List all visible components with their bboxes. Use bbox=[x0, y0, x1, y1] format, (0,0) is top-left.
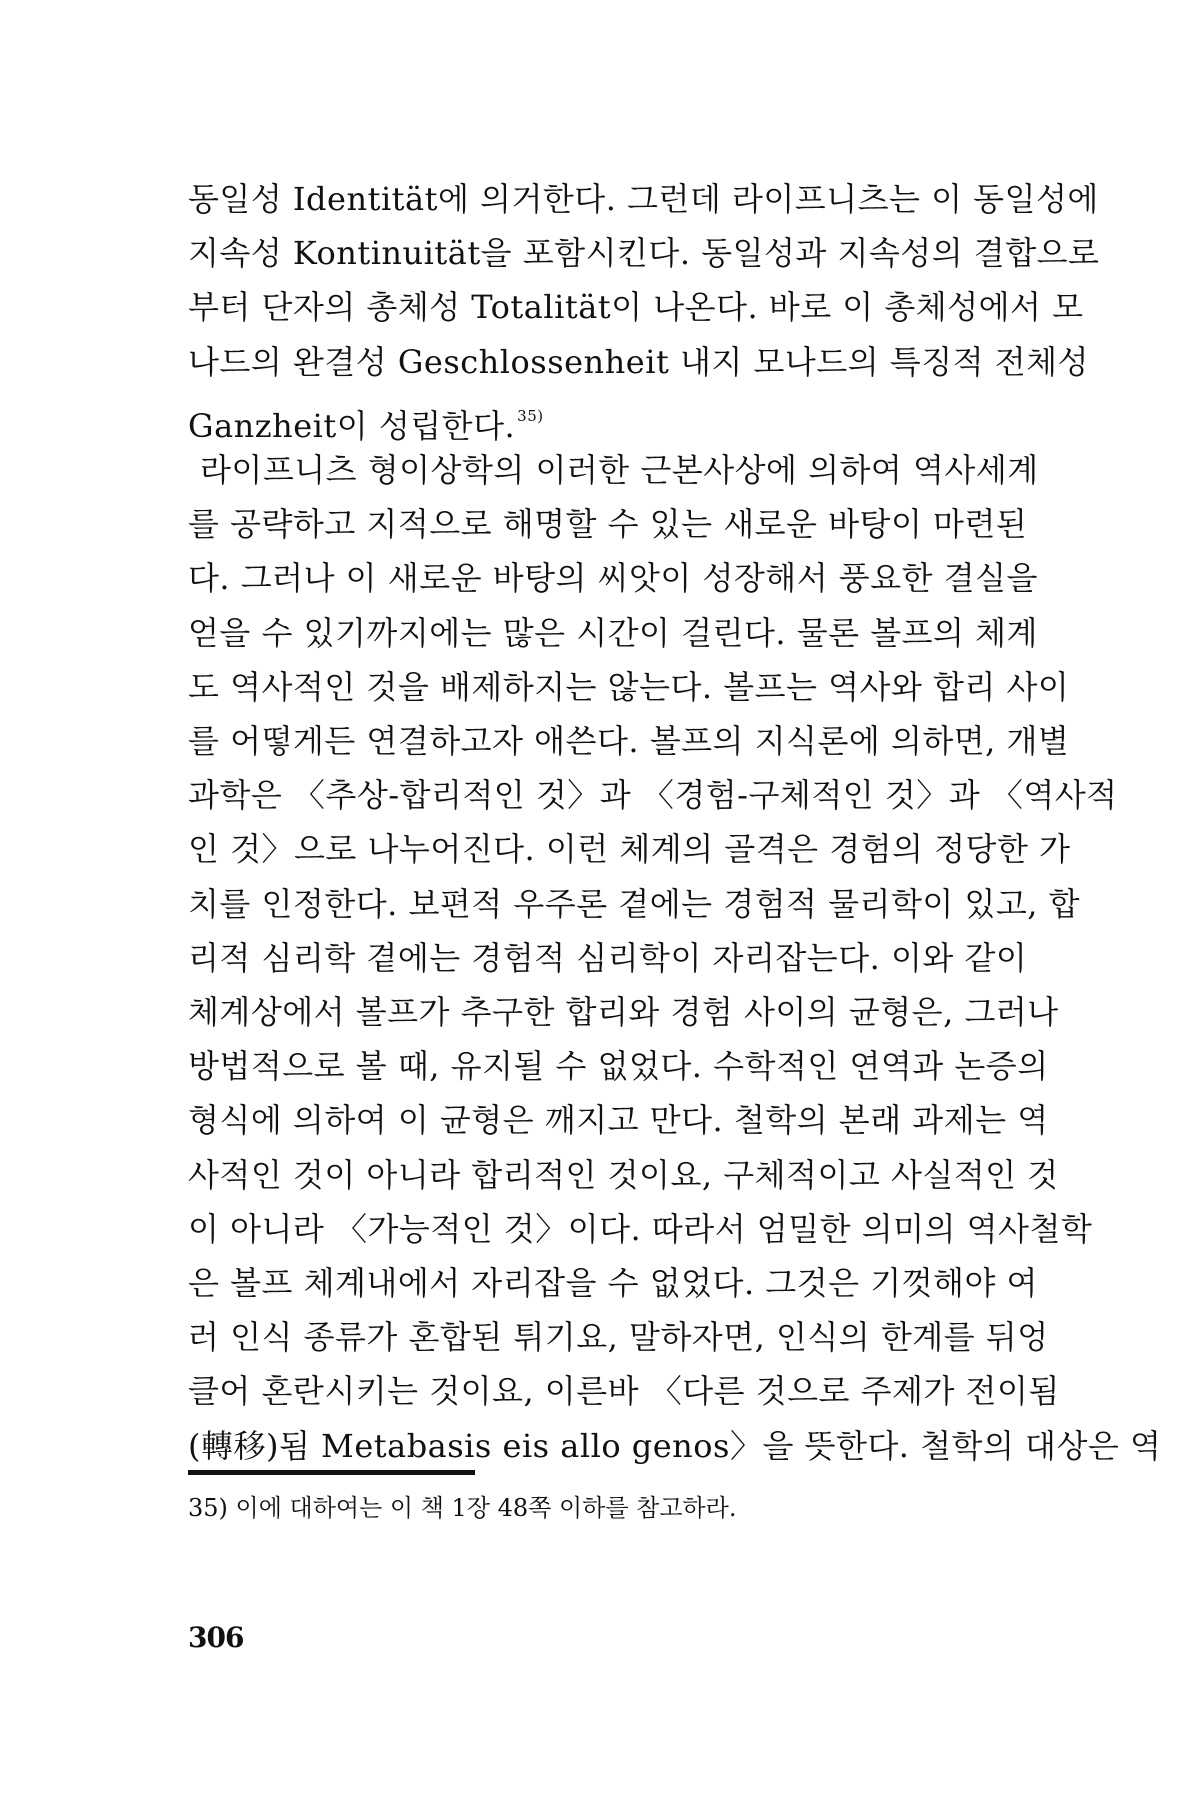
text-line bbox=[188, 284, 1084, 330]
text-line-content: 러 인식 종류가 혼합된 튀기요, 말하자면, 인식의 한계를 뒤엉 bbox=[188, 1318, 1049, 1357]
text-line bbox=[188, 772, 1118, 818]
footnote-marker: 35) bbox=[517, 406, 544, 425]
text-line-content: Ganzheit이 성립한다. bbox=[188, 406, 516, 445]
text-line bbox=[188, 881, 1081, 927]
text-line bbox=[188, 718, 1070, 764]
text-line bbox=[188, 1314, 1049, 1360]
text-line bbox=[188, 1260, 1038, 1306]
text-line bbox=[188, 555, 1038, 601]
text-line-content: 은 볼프 체계내에서 자리잡을 수 없었다. 그것은 기껏해야 여 bbox=[188, 1264, 1038, 1302]
text-line bbox=[188, 1152, 1059, 1198]
text-line-content: 리적 심리학 곁에는 경험적 심리학이 자리잡는다. 이와 같이 bbox=[188, 938, 1028, 977]
text-line-content: 지속성 Kontinuität을 포함시킨다. 동일성과 지속성의 결합으로 bbox=[188, 234, 1100, 273]
text-line-content: 도 역사적인 것을 배제하지는 않는다. 볼프는 역사와 합리 사이 bbox=[188, 667, 1070, 706]
text-line bbox=[188, 664, 1070, 710]
text-line-content: 라이프니츠 형이상학의 이러한 근본사상에 의하여 역사세계 bbox=[200, 451, 1039, 489]
text-line-content: 나드의 완결성 Geschlossenheit 내지 모나드의 특징적 전체성 bbox=[188, 342, 1089, 381]
text-line bbox=[188, 393, 1020, 445]
text-line-content: 치를 인정한다. 보편적 우주론 곁에는 경험적 물리학이 있고, 합 bbox=[188, 884, 1081, 923]
text-line-content: 체계상에서 볼프가 추구한 합리와 경험 사이의 균형은, 그러나 bbox=[188, 993, 1059, 1031]
text-line bbox=[188, 826, 1071, 872]
text-line bbox=[188, 230, 1100, 276]
text-line-content: 클어 혼란시키는 것이요, 이른바 〈다른 것으로 주제가 전이됨 bbox=[188, 1372, 1060, 1411]
text-line-content: 얻을 수 있기까지에는 많은 시간이 걸린다. 물론 볼프의 체계 bbox=[188, 613, 1038, 652]
text-line bbox=[200, 447, 1039, 493]
text-line-content: 형식에 의하여 이 균형은 깨지고 만다. 철학의 본래 과제는 역 bbox=[188, 1101, 1049, 1140]
text-line bbox=[188, 1206, 1093, 1252]
text-line-content: 이 아니라 〈가능적인 것〉이다. 따라서 엄밀한 의미의 역사철학 bbox=[188, 1209, 1093, 1248]
text-line bbox=[188, 935, 1028, 981]
text-line bbox=[188, 1097, 1049, 1143]
text-line bbox=[188, 989, 1059, 1035]
text-line-content: 방법적으로 볼 때, 유지될 수 없었다. 수학적인 연역과 논증의 bbox=[188, 1047, 1049, 1086]
text-line bbox=[188, 1423, 1162, 1469]
footnote-rule bbox=[188, 1470, 475, 1475]
text-line-content: 를 공략하고 지적으로 해명할 수 있는 새로운 바탕이 마련된 bbox=[188, 505, 1028, 544]
text-line-content: 과학은 〈추상-합리적인 것〉과 〈경험-구체적인 것〉과 〈역사적 bbox=[188, 776, 1118, 815]
text-line bbox=[188, 339, 1089, 385]
text-line bbox=[188, 501, 1028, 547]
text-line bbox=[188, 1368, 1060, 1414]
text-line-content: 다. 그러나 이 새로운 바탕의 씨앗이 성장해서 풍요한 결실을 bbox=[188, 559, 1038, 598]
text-line-content: 사적인 것이 아니라 합리적인 것이요, 구체적이고 사실적인 것 bbox=[188, 1155, 1059, 1194]
text-line-content: 를 어떻게든 연결하고자 애쓴다. 볼프의 지식론에 의하면, 개별 bbox=[188, 722, 1070, 760]
text-line-content: 동일성 Identität에 의거한다. 그런데 라이프니츠는 이 동일성에 bbox=[188, 180, 1099, 218]
text-line bbox=[188, 176, 1099, 222]
text-line-content: 부터 단자의 총체성 Totalität이 나온다. 바로 이 총체성에서 모 bbox=[188, 288, 1084, 327]
text-line-content: 인 것〉으로 나누어진다. 이런 체계의 골격은 경험의 정당한 가 bbox=[188, 830, 1071, 869]
text-line bbox=[188, 1043, 1049, 1089]
text-line-content: (轉移)됨 Metabasis eis allo genos〉을 뜻한다. 철학의 대상은 역 bbox=[188, 1426, 1162, 1465]
page-number: 306 bbox=[188, 1621, 244, 1654]
footnote: 35) 이에 대하여는 이 책 1장 48쪽 이하를 참고하라. bbox=[188, 1494, 737, 1522]
text-line bbox=[188, 610, 1038, 656]
